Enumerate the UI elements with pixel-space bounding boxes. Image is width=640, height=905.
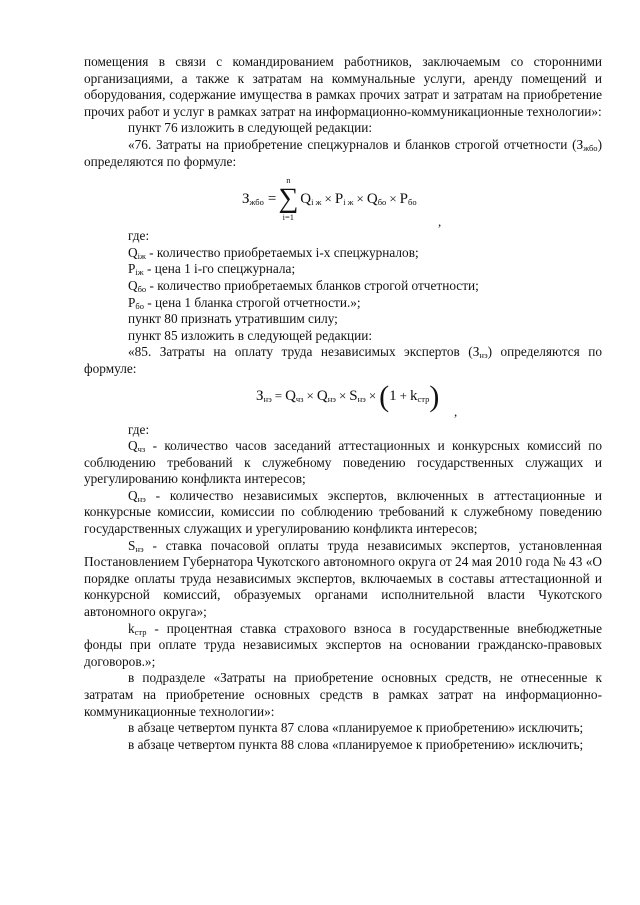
left-paren: ( xyxy=(379,379,390,413)
right-paren: ) xyxy=(429,379,440,413)
definition-p-izh: $P_{iж}$ - цена 1 i-го спецжурнала; xyxy=(128,261,296,278)
multiply-sign: × xyxy=(306,388,314,404)
paragraph-item76-heading: пункт 76 изложить в следующей редакции: xyxy=(128,120,373,136)
plus-sign: + xyxy=(399,388,408,404)
formula-term: $P_{бо}$ xyxy=(399,190,417,207)
paragraph-intro: помещения в связи с командированием работников, заключаемым со сторонними организациями, а также к затратам на коммунальные услуги, аренду помещений и оборудования, содержание имущества в рамках прочих затрат и затратам на приобретение прочих работ и услуг в рамках затрат на информационно-коммуникационные технологии»: xyxy=(84,54,602,119)
definition-k-str: $k_{стр}$ - процентная ставка страхового взноса в государственные внебюджетные фонды при оплате труда независимых экспертов на основании гражданско-правовых договоров.»; xyxy=(84,620,602,669)
formula-one: 1 xyxy=(389,388,397,405)
formula-lhs: $З_{жбо}$ xyxy=(242,190,264,207)
formula-lhs: $З_{нэ}$ xyxy=(256,388,272,405)
formula-term: $k_{стр}$ xyxy=(410,388,430,405)
definition-p-bo: $P_{бо}$ - цена 1 бланка строгой отчетности.»; xyxy=(128,294,361,311)
paragraph-item85-heading: пункт 85 изложить в следующей редакции: xyxy=(128,327,373,343)
formula-term: $Q_{чз}$ xyxy=(285,388,304,405)
formula-term: $P_{i ж}$ xyxy=(334,190,354,207)
formula-term: $Q_{нэ}$ xyxy=(316,388,336,405)
paragraph-item88: в абзаце четвертом пункта 88 слова «планируемое к приобретению» исключить; xyxy=(128,736,584,752)
formula-term: $Q_{бо}$ xyxy=(366,190,387,207)
paragraph-subsection: в подразделе «Затраты на приобретение основных средств, не отнесенные к затратам на приобретение основных средств в рамках затрат на информационно-коммуникационные технологии»: xyxy=(84,670,602,719)
definition-q-chz: $Q_{чз}$ - количество часов заседаний аттестационных и конкурсных комиссий по соблюдению требований к служебному поведению государственных служащих и урегулированию конфликта интересов; xyxy=(84,438,602,487)
sum-operator: n ∑ i=1 xyxy=(278,175,299,223)
definition-q-bo: $Q_{бо}$ - количество приобретаемых бланков строгой отчетности; xyxy=(128,277,479,294)
paragraph-item85-text: «85. Затраты на оплату труда независимых экспертов $(З_{нэ})$ определяются по формуле: xyxy=(84,344,602,376)
multiply-sign: × xyxy=(368,388,377,404)
paragraph-item76-text: «76. Затраты на приобретение спецжурналов и бланков строгой отчетности $(З_{жбо})$ определяются по формуле: xyxy=(84,136,602,169)
multiply-sign: × xyxy=(356,190,364,206)
formula-comma: , xyxy=(454,403,458,419)
formula-zhbo xyxy=(84,172,602,228)
paragraph-item80: пункт 80 признать утратившим силу; xyxy=(128,311,338,327)
definition-q-izh: $Q_{iж}$ - количество приобретаемых i-х спецжурналов; xyxy=(128,244,419,261)
multiply-sign: × xyxy=(389,190,397,206)
equals-sign: = xyxy=(274,388,283,404)
where-label: где: xyxy=(128,228,150,244)
multiply-sign: × xyxy=(324,190,332,206)
formula-term: $S_{нэ}$ xyxy=(349,388,366,405)
definition-q-ne: $Q_{нэ}$ - количество независимых экспертов, включенных в аттестационные и конкурсные комиссии, комиссии по соблюдению требований к служебному поведению государственных служащих и урегулированию конфликта интересов; xyxy=(84,487,602,537)
formula-term: $Q_{i ж}$ xyxy=(300,190,322,207)
paragraph-item87: в абзаце четвертом пункта 87 слова «планируемое к приобретению» исключить; xyxy=(128,720,584,736)
definition-s-ne: $S_{нэ}$ - ставка почасовой оплаты труда независимых экспертов, установленная Постановлением Губернатора Чукотского автономного округа от 24 мая 2010 года № 43 «О порядке оплаты труда независимых экспертов, включаемых в составы аттестационной и конкурсной комиссий, образуемых органами исполнительной власти Чукотского автономного округа»; xyxy=(84,537,602,620)
where-label: где: xyxy=(128,421,150,437)
equals-sign: = xyxy=(267,190,277,207)
multiply-sign: × xyxy=(338,388,347,404)
formula-ne xyxy=(84,378,602,422)
formula-comma: , xyxy=(438,214,442,230)
